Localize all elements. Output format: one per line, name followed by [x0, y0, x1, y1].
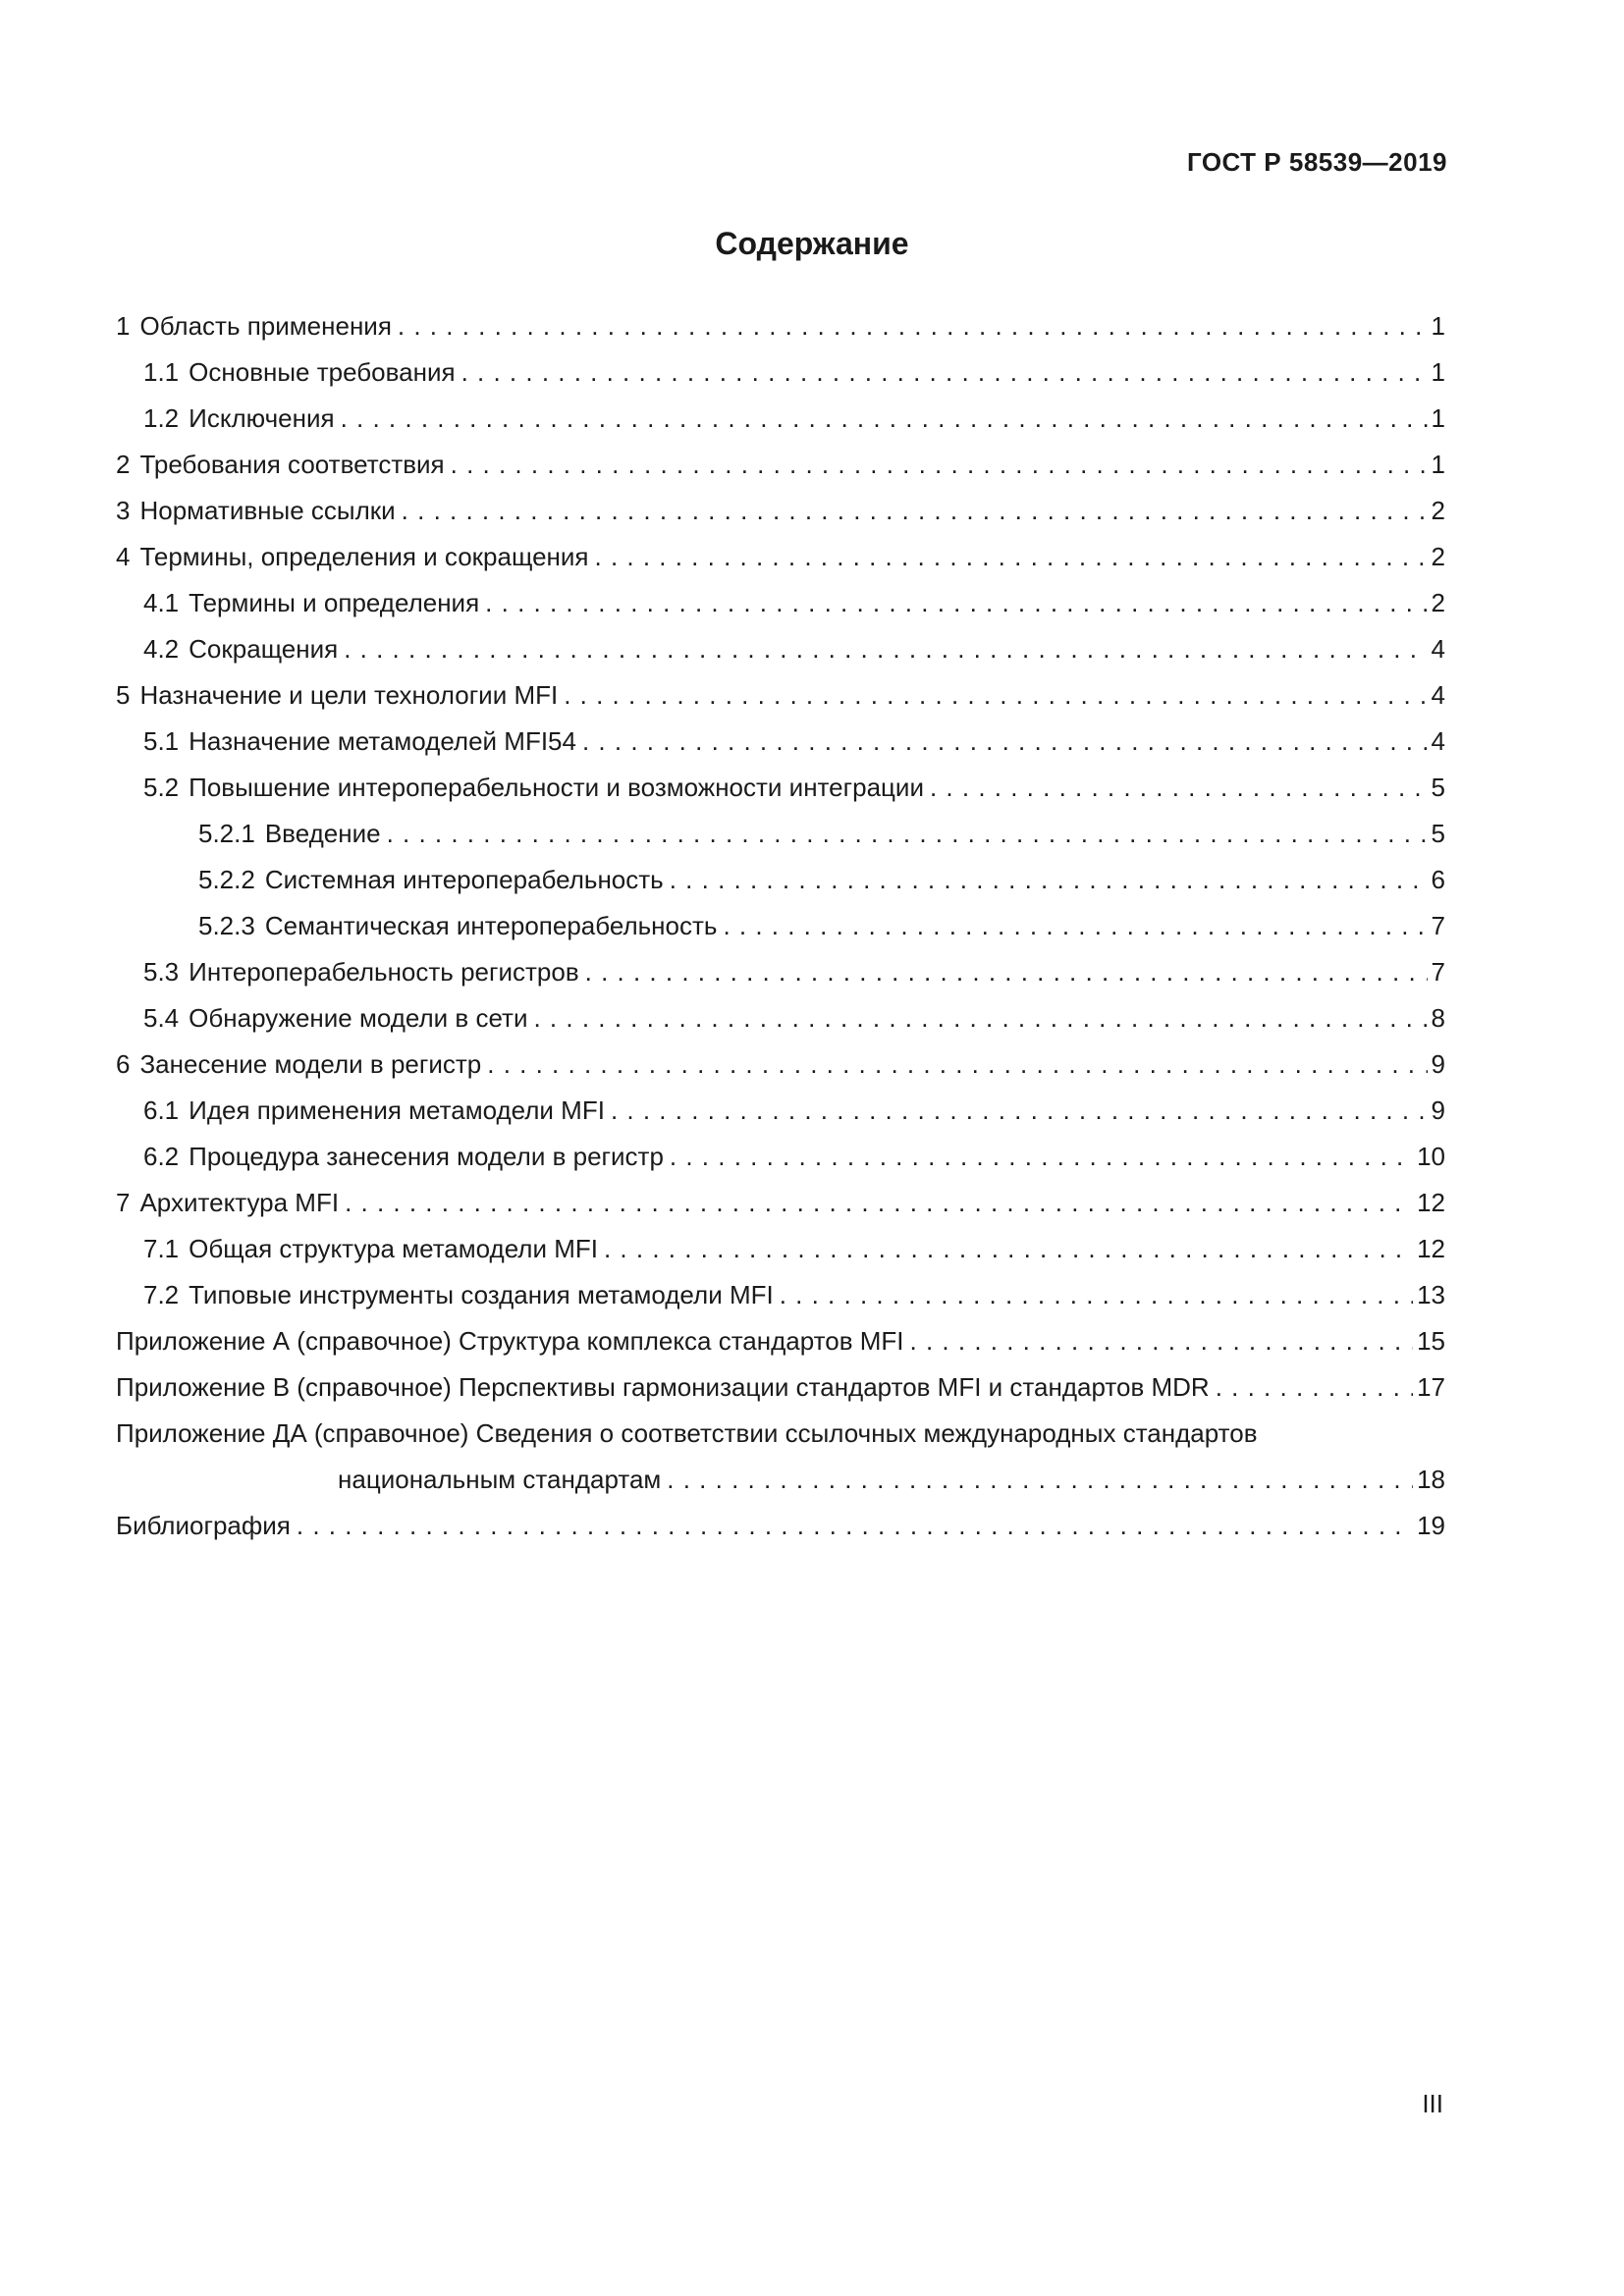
dot-leader — [461, 352, 1428, 392]
toc-entry-title: Интероперабельность регистров — [189, 957, 579, 987]
toc-entry-label — [116, 1183, 345, 1222]
toc-entry-title: Процедура занесения модели в регистр — [189, 1142, 664, 1171]
toc-entry-label — [116, 537, 595, 576]
dot-leader — [387, 814, 1428, 853]
toc-entry[interactable] — [116, 1321, 1445, 1367]
toc-entry-title: Приложение А (справочное) Структура комплекса стандартов MFI — [116, 1326, 904, 1356]
toc-entry[interactable] — [116, 1275, 1445, 1321]
toc-entry-page: 4 — [1431, 726, 1445, 756]
toc-entry-page: 12 — [1417, 1234, 1445, 1263]
dot-leader — [398, 306, 1428, 346]
toc-entry-label — [143, 1091, 611, 1130]
toc-entry-title: Термины, определения и сокращения — [139, 542, 589, 571]
toc-entry-label — [116, 306, 398, 346]
toc-entry[interactable] — [116, 1044, 1445, 1091]
toc-entry-label — [198, 906, 723, 945]
toc-entry-title: Семантическая интероперабельность — [264, 911, 718, 940]
toc-entry-label — [143, 952, 585, 991]
dot-leader — [345, 1183, 1413, 1222]
toc-entry-title: Повышение интероперабельности и возможности интеграции — [189, 773, 924, 802]
toc-entry-page: 6 — [1431, 865, 1445, 894]
toc-entry[interactable] — [116, 491, 1445, 537]
toc-entry-page: 5 — [1431, 819, 1445, 848]
dot-leader — [344, 629, 1427, 668]
dot-leader — [611, 1091, 1428, 1130]
toc-entry-label — [143, 998, 533, 1038]
toc-entry-label — [143, 399, 341, 438]
toc-entry-number: 5.1 — [143, 726, 180, 756]
toc-entry[interactable] — [116, 629, 1445, 675]
toc-entry-page: 1 — [1431, 311, 1445, 341]
toc-entry-page: 7 — [1431, 911, 1445, 940]
toc-entry[interactable] — [116, 583, 1445, 629]
toc-entry[interactable] — [116, 721, 1445, 768]
toc-entry-label — [143, 768, 930, 807]
dot-leader — [533, 998, 1427, 1038]
toc-entry[interactable] — [116, 1506, 1445, 1552]
toc-entry-title: Системная интероперабельность — [264, 865, 664, 894]
dot-leader — [451, 445, 1428, 484]
toc-entry-number: 4.2 — [143, 634, 180, 664]
toc-entry-label — [116, 1367, 1216, 1407]
toc-entry-title: Типовые инструменты создания метамодели MFI — [189, 1280, 774, 1309]
toc-entry-page: 4 — [1431, 634, 1445, 664]
toc-entry-title-continued: национальным стандартам — [338, 1465, 662, 1494]
toc-entry-label — [116, 445, 451, 484]
toc-entry[interactable] — [116, 860, 1445, 906]
toc-entry-title: Архитектура MFI — [139, 1188, 340, 1217]
dot-leader — [910, 1321, 1414, 1361]
toc-entry-number: 6.2 — [143, 1142, 180, 1171]
toc-entry-label — [116, 1044, 487, 1084]
toc-entry-title: Сокращения — [189, 634, 339, 664]
toc-entry[interactable] — [116, 1137, 1445, 1183]
document-code: ГОСТ Р 58539—2019 — [1186, 147, 1447, 177]
dot-leader — [670, 860, 1428, 899]
toc-entry[interactable] — [116, 306, 1445, 352]
toc-entry[interactable] — [116, 814, 1445, 860]
dot-leader — [297, 1506, 1413, 1545]
dot-leader — [595, 537, 1428, 576]
toc-entry-page: 2 — [1431, 542, 1445, 571]
toc-entry-title: Приложение В (справочное) Перспективы гармонизации стандартов MFI и стандартов MDR — [116, 1372, 1210, 1402]
toc-entry-page: 8 — [1431, 1003, 1445, 1033]
dot-leader — [670, 1137, 1413, 1176]
toc-entry-number: 2 — [116, 450, 131, 479]
toc-entry-title: Назначение и цели технологии MFI — [139, 680, 559, 710]
toc-entry-title: Занесение модели в регистр — [139, 1049, 482, 1079]
toc-entry-page: 9 — [1431, 1095, 1445, 1125]
toc-entry-number: 7 — [116, 1188, 131, 1217]
dot-leader — [1216, 1367, 1413, 1407]
toc-entry-page: 7 — [1431, 957, 1445, 987]
dot-leader — [780, 1275, 1413, 1314]
toc-entry-label — [198, 814, 387, 853]
dot-leader — [582, 721, 1428, 761]
toc-entry-number: 5.2.3 — [198, 911, 255, 940]
toc-entry[interactable] — [116, 1229, 1445, 1275]
toc-entry-page: 10 — [1417, 1142, 1445, 1171]
toc-entry-title: Основные требования — [189, 357, 456, 387]
toc-entry-page: 13 — [1417, 1280, 1445, 1309]
toc-entry-label — [116, 491, 402, 530]
toc-entry-title: Требования соответствия — [139, 450, 445, 479]
toc-entry-number: 3 — [116, 496, 131, 525]
toc-entry-page: 9 — [1431, 1049, 1445, 1079]
dot-leader — [402, 491, 1428, 530]
toc-entry[interactable] — [116, 399, 1445, 445]
toc-entry-title: Назначение метамоделей MFI54 — [189, 726, 576, 756]
toc-entry-title: Обнаружение модели в сети — [189, 1003, 528, 1033]
toc-entry-number: 4.1 — [143, 588, 180, 617]
toc-entry-label — [116, 675, 564, 715]
toc-entry-label — [143, 1137, 670, 1176]
toc-entry-number: 7.2 — [143, 1280, 180, 1309]
toc-entry-number: 7.1 — [143, 1234, 180, 1263]
toc-entry-page: 2 — [1431, 588, 1445, 617]
toc-entry-title: Нормативные ссылки — [139, 496, 396, 525]
table-of-contents — [116, 306, 1445, 1552]
toc-entry[interactable] — [116, 1091, 1445, 1137]
toc-entry-page: 18 — [1417, 1465, 1445, 1494]
toc-entry-number: 5.2 — [143, 773, 180, 802]
toc-entry-label — [143, 629, 344, 668]
toc-entry-title: Введение — [264, 819, 381, 848]
toc-entry-page: 2 — [1431, 496, 1445, 525]
toc-entry-number: 4 — [116, 542, 131, 571]
toc-entry[interactable] — [116, 445, 1445, 491]
toc-entry-page: 1 — [1431, 450, 1445, 479]
toc-entry-number: 5.2.2 — [198, 865, 255, 894]
toc-entry-title: Идея применения метамодели MFI — [189, 1095, 605, 1125]
toc-entry-number: 5.3 — [143, 957, 180, 987]
toc-entry[interactable] — [116, 1367, 1445, 1414]
toc-entry-label — [143, 1229, 604, 1268]
dot-leader — [585, 952, 1428, 991]
toc-entry[interactable] — [116, 998, 1445, 1044]
toc-entry-number: 5 — [116, 680, 131, 710]
dot-leader — [487, 1044, 1427, 1084]
toc-entry[interactable] — [116, 1183, 1445, 1229]
dot-leader — [564, 675, 1427, 715]
toc-entry-number: 1.2 — [143, 403, 180, 433]
toc-entry-page: 17 — [1417, 1372, 1445, 1402]
toc-entry-page: 1 — [1431, 403, 1445, 433]
toc-entry[interactable] — [116, 1414, 1445, 1506]
page-number: III — [1422, 2089, 1443, 2118]
toc-entry-label — [143, 583, 485, 622]
toc-entry[interactable] — [116, 768, 1445, 814]
toc-entry-title: Исключения — [189, 403, 335, 433]
toc-entry-number: 6.1 — [143, 1095, 180, 1125]
toc-entry-page: 19 — [1417, 1511, 1445, 1540]
toc-entry-label — [116, 1321, 910, 1361]
dot-leader — [341, 399, 1428, 438]
toc-entry-page: 12 — [1417, 1188, 1445, 1217]
dot-leader — [667, 1460, 1413, 1499]
toc-entry-page: 4 — [1431, 680, 1445, 710]
toc-entry[interactable] — [116, 952, 1445, 998]
toc-entry[interactable] — [116, 537, 1445, 583]
toc-entry-title: Приложение ДА (справочное) Сведения о соответствии ссылочных международных стандартов — [116, 1418, 1258, 1448]
toc-entry-label — [116, 1506, 297, 1545]
toc-entry-number: 1 — [116, 311, 131, 341]
dot-leader — [723, 906, 1427, 945]
toc-entry[interactable] — [116, 352, 1445, 399]
toc-entry[interactable] — [116, 675, 1445, 721]
toc-entry-number: 5.2.1 — [198, 819, 255, 848]
toc-entry[interactable] — [116, 906, 1445, 952]
toc-entry-page: 15 — [1417, 1326, 1445, 1356]
dot-leader — [485, 583, 1427, 622]
dot-leader — [930, 768, 1428, 807]
toc-entry-page: 5 — [1431, 773, 1445, 802]
toc-entry-label — [338, 1460, 667, 1499]
toc-entry-label — [143, 1275, 780, 1314]
toc-entry-title: Общая структура метамодели MFI — [189, 1234, 598, 1263]
toc-entry-label — [198, 860, 670, 899]
toc-entry-label — [143, 352, 461, 392]
toc-title: Содержание — [715, 226, 909, 261]
dot-leader — [604, 1229, 1413, 1268]
toc-entry-number: 6 — [116, 1049, 131, 1079]
toc-entry-page: 1 — [1431, 357, 1445, 387]
toc-entry-title: Область применения — [139, 311, 392, 341]
toc-entry-title: Библиография — [116, 1511, 291, 1540]
toc-entry-number: 5.4 — [143, 1003, 180, 1033]
toc-entry-number: 1.1 — [143, 357, 180, 387]
toc-entry-title: Термины и определения — [189, 588, 480, 617]
toc-entry-label — [143, 721, 582, 761]
